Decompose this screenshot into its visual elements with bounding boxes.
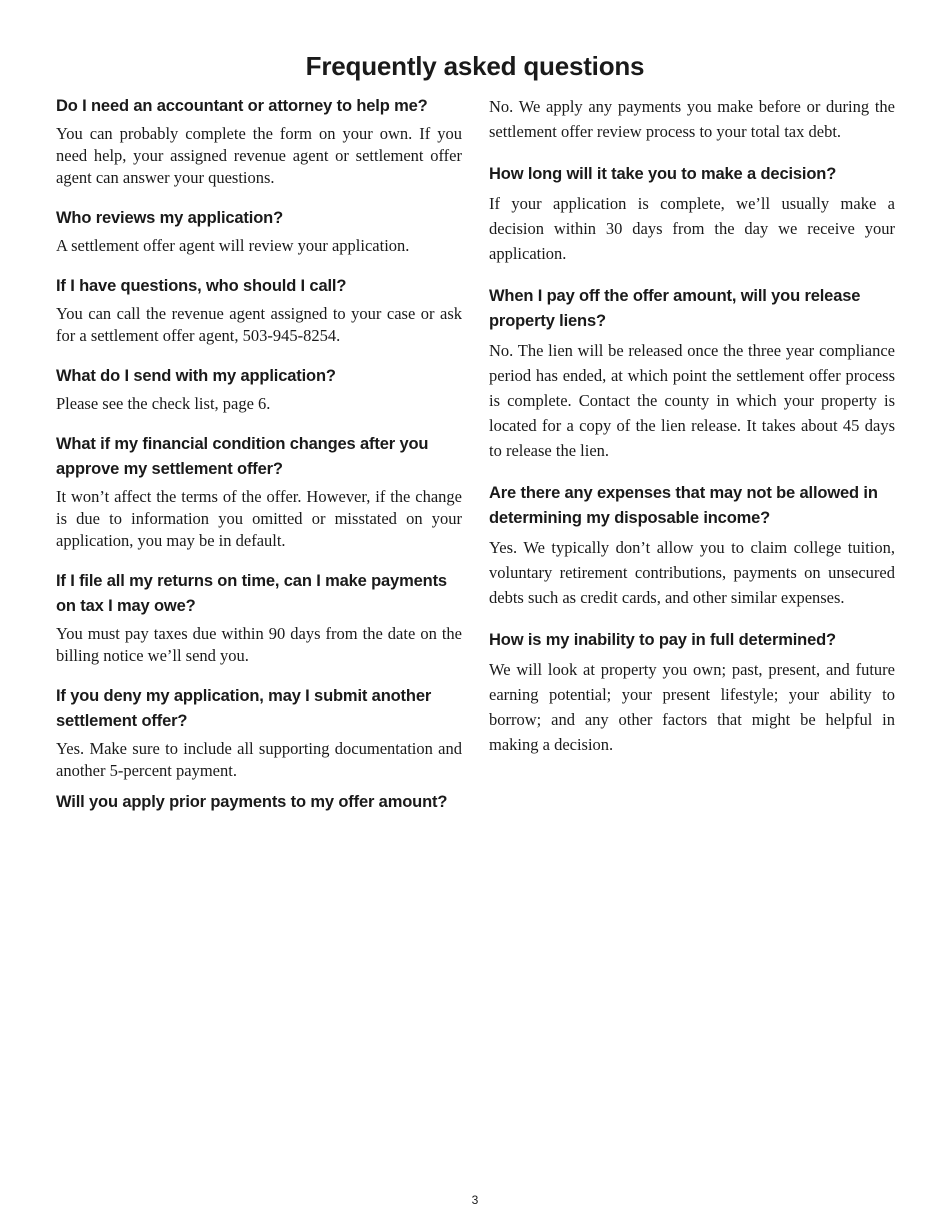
faq-question: Who reviews my application? — [56, 209, 283, 227]
faq-answer: We will look at property you own; past, present, and future earning potential; your present lifestyle; your ability to borrow; and any other factors that might be helpful in making a decision. — [489, 660, 895, 754]
faq-right-column — [489, 94, 895, 775]
faq-left-column — [56, 94, 462, 832]
faq-item — [56, 206, 462, 257]
faq-answer: Yes. Make sure to include all supporting documentation and another 5-percent payment. — [56, 739, 462, 780]
faq-answer: It won’t affect the terms of the offer. However, if the change is due to information you omitted or misstated on your application, you may be in default. — [56, 487, 462, 550]
faq-answer: You can call the revenue agent assigned to your case or ask for a settlement offer agent, 503-945-8254. — [56, 304, 462, 345]
faq-item — [56, 94, 462, 189]
faq-item — [56, 364, 462, 415]
faq-question: If I file all my returns on time, can I make payments on tax I may owe? — [56, 572, 447, 615]
faq-item — [56, 684, 462, 782]
faq-item — [489, 628, 895, 757]
faq-question: Will you apply prior payments to my offer amount? — [56, 793, 448, 811]
faq-question: If I have questions, who should I call? — [56, 277, 347, 295]
faq-item — [56, 432, 462, 552]
faq-question: Are there any expenses that may not be allowed in determining my disposable income? — [489, 484, 878, 527]
faq-answer: A settlement offer agent will review your application. — [56, 236, 410, 255]
faq-question: How is my inability to pay in full determined? — [489, 631, 836, 649]
faq-answer-continued: No. We apply any payments you make before or during the settlement offer review process to your total tax debt. — [489, 97, 895, 141]
faq-answer: You can probably complete the form on your own. If you need help, your assigned revenue agent or settlement offer agent can answer your questions. — [56, 124, 462, 187]
faq-answer: You must pay taxes due within 90 days from the date on the billing notice we’ll send you. — [56, 624, 462, 665]
faq-question: If you deny my application, may I submit another settlement offer? — [56, 687, 432, 730]
faq-item — [56, 274, 462, 347]
faq-question: What do I send with my application? — [56, 367, 336, 385]
faq-item — [56, 790, 462, 815]
faq-question: Do I need an accountant or attorney to help me? — [56, 97, 428, 115]
faq-item — [56, 569, 462, 667]
faq-item — [489, 284, 895, 463]
faq-question: When I pay off the offer amount, will you release property liens? — [489, 287, 861, 330]
faq-question: How long will it take you to make a decision? — [489, 165, 837, 183]
faq-question: What if my financial condition changes after you approve my settlement offer? — [56, 435, 429, 478]
faq-answer: No. The lien will be released once the three year compliance period has ended, at which point the settlement offer process is complete. Contact the county in which your property is located for a copy of the lien release. It takes about 45 days to release the lien. — [489, 341, 895, 460]
faq-answer: If your application is complete, we’ll usually make a decision within 30 days from the day we receive your application. — [489, 194, 895, 263]
faq-answer: Yes. We typically don’t allow you to claim college tuition, voluntary retirement contributions, payments on unsecured debts such as credit cards, and other similar expenses. — [489, 538, 895, 607]
page-number: 3 — [471, 1193, 479, 1207]
faq-item — [489, 481, 895, 610]
faq-answer: Please see the check list, page 6. — [56, 394, 271, 413]
page-title: Frequently asked questions — [305, 51, 645, 81]
faq-item — [489, 162, 895, 266]
